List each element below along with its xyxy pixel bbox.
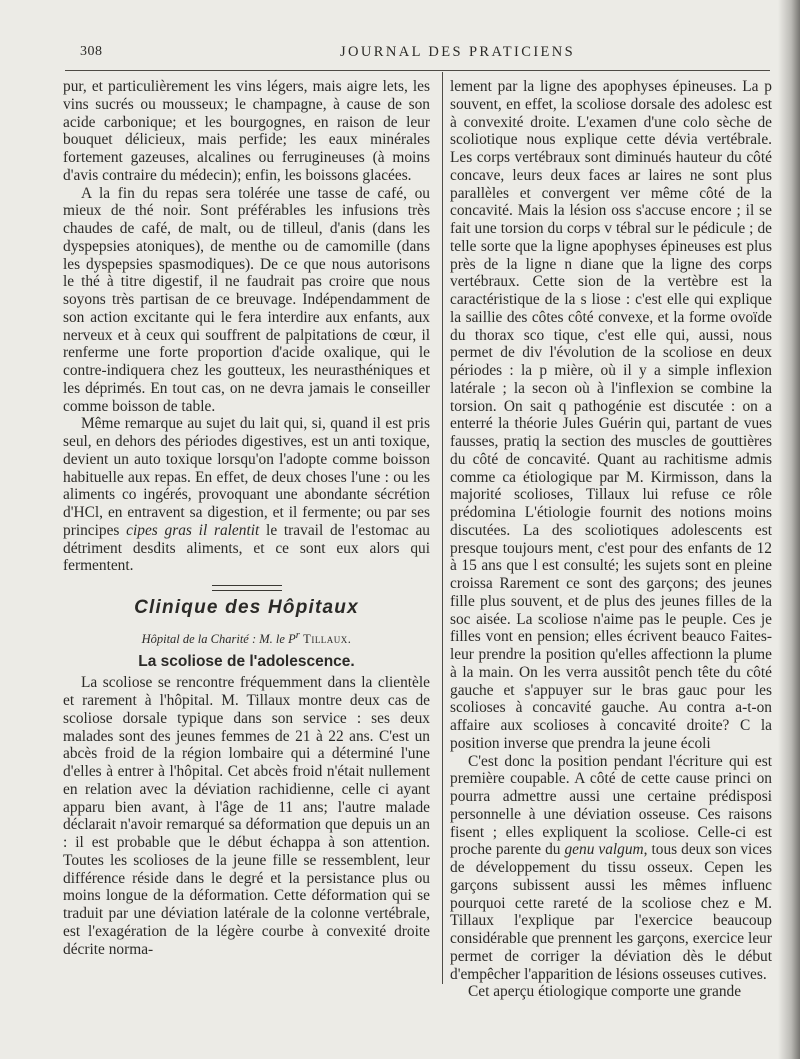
article-title: La scoliose de l'adolescence. xyxy=(138,652,355,670)
paragraph xyxy=(450,753,772,984)
page-header xyxy=(80,42,760,66)
column-divider xyxy=(442,72,443,984)
page-binding-shadow xyxy=(778,0,800,1059)
left-column xyxy=(63,78,430,958)
paragraph-milk xyxy=(63,415,430,575)
hospital-line xyxy=(63,627,430,649)
section-separator xyxy=(212,585,282,591)
paragraph: pur, et particulièrement les vins légers, mais aigre lets, les vins sucrés ou mousseux; le champagne, à cause de son acide carbonique; et les bourgognes, en raison de leur bouquet délicieux, mais perfide; les eaux minérales fortement gazeuses, alcalines ou ferrugineuses (à moins d'avis contraire du médecin); enfin, les boissons glacées. xyxy=(63,78,430,184)
hospital-prefix: Hôpital de la Charité : M. le P xyxy=(141,631,296,646)
text-run: C'est donc la position pendant l'écriture qui est première coupable. A côté de cette cause princi on pourra admettre aussi une certaine prédisposi personnelle à une déviation osseuse. Ces raisons fisent ; elles expliquent la scoliose. Celle-ci est proche parente du xyxy=(450,752,772,859)
text-run: le travail de l'estomac au détriment desdits aliments, et ce sont eux alors qui fermentent. xyxy=(63,521,431,575)
right-column xyxy=(450,78,772,1001)
text-run: Même remarque au sujet du lait qui, si, quand il est pris seul, en dehors des périodes digestives, est un anti toxique, devient un auto toxique lorsqu'on l'adopte comme boisson habituelle aux repas. En effet, de deux choses l'une : ou les aliments co ingérés, provoquant une abondante sécrétion d'HCl, en entravent sa digestion, et il fermente; ou par ses principes xyxy=(63,415,430,539)
header-rule xyxy=(65,70,770,71)
running-title: JOURNAL DES PRATICIENS xyxy=(340,44,576,60)
page-number: 308 xyxy=(80,44,103,59)
hospital-name: Tillaux. xyxy=(299,631,352,646)
italic-run: cipes gras il ralentit xyxy=(126,521,260,539)
paragraph: La scoliose se rencontre fréquemment dans la clientèle et rarement à l'hôpital. M. Tillaux montre deux cas de scoliose dorsale typique dans son service : ses deux malades sont des jeunes femmes de 21 à 22 ans. C'est un abcès froid de la région lombaire qui a déterminé l'une d'elles à entrer à l'hôpital. Cet abcès froid n'était nullement en relation avec la déviation rachidienne, celle ci ayant apparu bien avant, à l'âge de 11 ans; l'autre malade déclarait n'avoir remarqué sa déformation que depuis un an : il est probable que le début échappa à son attention. Toutes les scolioses de la jeune fille se ressemblent, leur différence réside dans le degré et la persistance plus ou moins longue de la déformation. Cette déformation qui se traduit par une déviation latérale de la colonne vertébrale, est l'exagération de la légère courbe à convexité droite décrite norma- xyxy=(63,674,430,958)
paragraph: A la fin du repas sera tolérée une tasse de café, ou mieux de thé noir. Sont préférables les infusions très chaudes de café, de malt, ou de tilleul, d'anis (dans les dyspepsies atoniques), de menthe ou de camomille (dans les dyspepsies spasmodiques). De ce que nous autorisons le thé à titre digestif, il ne faudrait pas croire que nous soyons très partisan de ce breuvage. Indépendamment de son action excitante qui le fera interdire aux enfants, aux nerveux et à ceux qui souffrent de palpitations de cœur, il renferme une forte proportion d'acide oxalique, qui le contre-indiquera chez les goutteux, les neurasthéniques et les déprimés. En tout cas, on ne devra jamais le conseiller comme boisson de table. xyxy=(63,184,430,415)
paragraph: lement par la ligne des apophyses épineuses. La p souvent, en effet, la scoliose dorsale des adolesc est à convexité droite. L'examen d'une colo sèche de scoliotique nous explique cette dévia vertébrale. Les corps vertébraux sont diminués hauteur du côté concave, leurs deux faces ar laires ne sont plus parallèles et convergent ver même côté de la concavité. Mais la lésion oss s'accuse encore ; il se fait une torsion du corps v tébral sur le pédicule ; de telle sorte que la ligne apophyses épineuses est plus près de la ligne n diane que la ligne des corps vertébraux. Cette sion de la vertèbre est la caractéristique de la s liose : c'est elle qui explique la saillie des côtes côté convexe, et la forme ovoïde du thorax sco tique, c'est elle qui, aussi, nous permet de div l'évolution de la scoliose en deux périodes : la p mière, où il y a simple inflexion latérale ; la secon où à l'inflexion se combine la torsion. On sait q pathogénie est discutée : on a enterré la théorie Jules Guérin qui, partant de vues fausses, pratiq la section des muscles de gouttières du côté de concavité. Quant au rachitisme admis comme ca étiologique par M. Kirmisson, dans la majorité scolioses, Tillaux lui refuse ce rôle prédomina L'étiologie fournit des notions moins discutées. La des scoliotiques adolescents est presque toujours ment, c'est pour des enfants de 12 à 15 ans que l est consulté; les sujets sont en pleine croissa Rarement ce sont des garçons; des jeunes fille plus souvent, et de plus des jeunes filles de la soc aisée. La scoliose n'aime pas le peuple. Ces je filles vont en pension; elles écrivent beauco Faites-leur prendre la position qu'elles affectionn la plume à la main. On les verra aussitôt pench tête du côté gauche et s'appuyer sur le bras gauc pour les scolioses à concavité gauche. Au contra a-t-on affaire aux scolioses à concavité droite? C la position inverse que prendra la jeune écoli xyxy=(450,78,772,752)
hospital-sup: r xyxy=(295,629,300,641)
paragraph: Cet aperçu étiologique comporte une grande xyxy=(468,983,742,1001)
section-title: Clinique des Hôpitaux xyxy=(134,597,359,618)
italic-run: genu valgum xyxy=(564,841,644,859)
text-run: , tous deux son vices de développement du tissu osseux. Cepen les garçons subissent aussi les mêmes influenc pourquoi cette rareté de la scoliose chez e M. Tillaux l'explique par l'exercice beaucoup considérable que prennent les garçons, exercice leur permet de corriger la déviation dès le début d'empêcher l'apparition de lésions osseuses cutives. xyxy=(450,841,772,983)
